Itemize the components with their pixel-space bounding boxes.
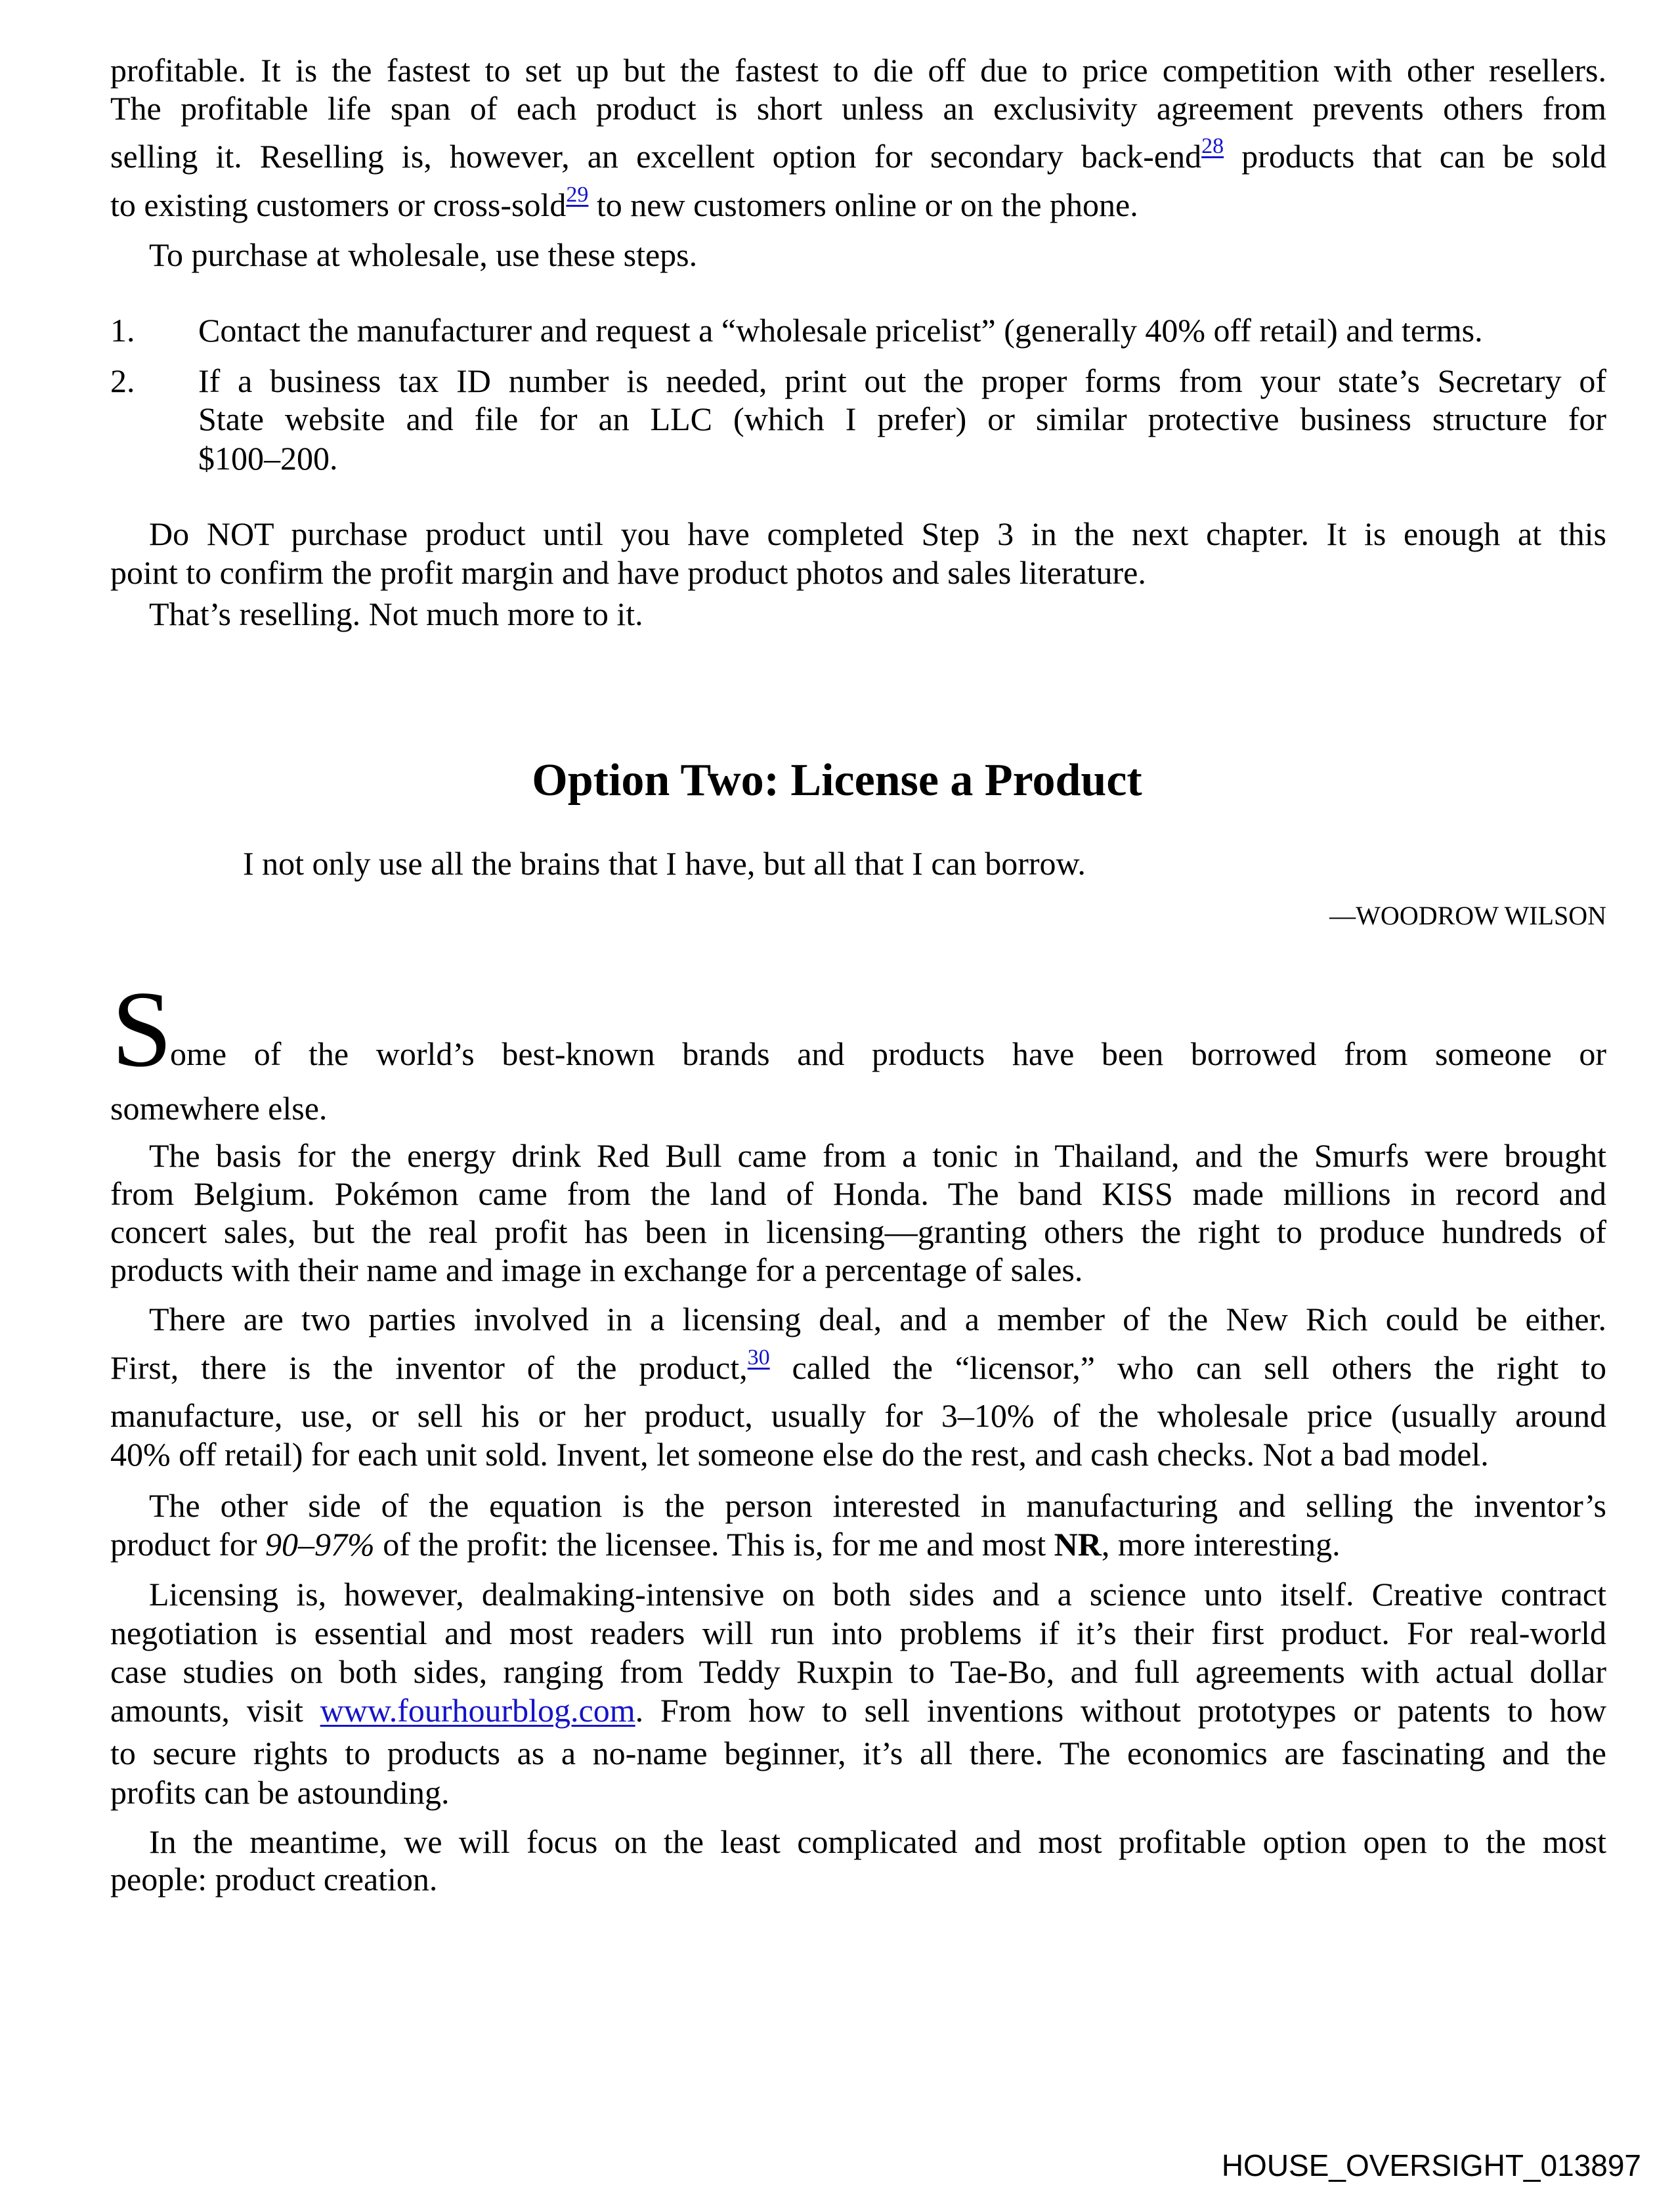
body-p1-line-1: ome of the world’s best-known brands and products have been borrowed from someone or [170,1035,1606,1072]
step-1-number: 1. [110,312,135,349]
body-p5-line-3: case studies on both sides, ranging from Teddy Ruxpin to Tae-Bo, and full agreements with actual dollar [110,1653,1606,1690]
section-heading: Option Two: License a Product [532,755,1142,806]
footnote-ref-29[interactable] [566,183,588,207]
intro-line-4-text: to existing customers or cross-sold [110,186,567,223]
body-p6-line-1: In the meantime, we will focus on the least complicated and most profitable option open to the most [149,1823,1606,1860]
drop-cap: S [112,968,173,1089]
body-p2-line-2: from Belgium. Pokémon came from the land of Honda. The band KISS made millions in record and [110,1175,1606,1212]
percentage-italic: 90–97% [265,1526,375,1563]
body-p3-line-3: manufacture, use, or sell his or her product, usually for 3–10% of the wholesale price (usually around [110,1397,1606,1434]
footnote-ref-30[interactable] [748,1345,770,1370]
step-2-line-2: State website and file for an LLC (which I prefer) or similar protective business structure for [198,401,1606,437]
fourhourblog-link[interactable]: www.fourhourblog.com [320,1692,635,1729]
body-p3-line-4: 40% off retail) for each unit sold. Invent, let someone else do the rest, and cash checks. Not a bad model. [110,1436,1489,1473]
body-p3-line-2 [110,1345,1606,1386]
epigraph-attribution: —WOODROW WILSON [1329,901,1606,930]
nr-abbreviation: NR [1054,1526,1102,1563]
body-p5-line-1: Licensing is, however, dealmaking-intensive on both sides and a science unto itself. Creative contract [149,1576,1606,1613]
warning-line-2: point to confirm the profit margin and have product photos and sales literature. [110,554,1146,591]
intro-line-3 [110,134,1606,175]
intro-line-3-text: selling it. Reselling is, however, an excellent option for secondary back-end [110,138,1202,175]
body-p5-line-4-pre: amounts, visit [110,1692,320,1729]
body-p1-line-2: somewhere else. [110,1090,328,1127]
body-p5-line-2: negotiation is essential and most readers will run into problems if it’s their first product. For real-world [110,1615,1606,1651]
step-2-line-3: $100–200. [198,440,338,477]
body-p4-line-2-mid: of the profit: the licensee. This is, for me and most [374,1526,1054,1563]
footnote-ref-28[interactable] [1201,134,1224,158]
body-p3-line-2-post: called the “licensor,” who can sell others the right to [769,1349,1606,1386]
steps-intro: To purchase at wholesale, use these steps. [149,236,698,273]
body-p5-line-5: to secure rights to products as a no-name beginner, it’s all there. The economics are fascinating and the [110,1735,1606,1771]
body-p4-line-2-post: , more interesting. [1101,1526,1341,1563]
body-p5-line-4-post: . From how to sell inventions without prototypes or patents to how [635,1692,1606,1729]
intro-line-4 [110,183,1138,223]
body-p4-line-2 [110,1528,1341,1561]
intro-line-4-tail: to new customers online or on the phone. [596,186,1138,223]
warning-line-1: Do NOT purchase product until you have completed Step 3 in the next chapter. It is enough at this [149,515,1606,552]
body-p2-line-3: concert sales, but the real profit has been in licensing—granting others the right to produce hundreds of [110,1213,1606,1250]
epigraph-quote: I not only use all the brains that I have, but all that I can borrow. [243,845,1086,882]
step-1-text: Contact the manufacturer and request a “wholesale pricelist” (generally 40% off retail) and terms. [198,312,1483,349]
body-p2-line-4: products with their name and image in exchange for a percentage of sales. [110,1251,1083,1288]
body-p3-line-1: There are two parties involved in a licensing deal, and a member of the New Rich could be either. [149,1301,1606,1337]
footnote-link-29[interactable]: 29 [566,183,589,207]
body-p6-line-2: people: product creation. [110,1861,438,1898]
step-2-number: 2. [110,362,135,399]
intro-line-1: profitable. It is the fastest to set up but the fastest to die off due to price competition with other resellers. [110,52,1606,89]
closing-line: That’s reselling. Not much more to it. [149,596,643,632]
body-p4-line-1: The other side of the equation is the person interested in manufacturing and selling the inventor’s [149,1487,1606,1524]
body-p2-line-1: The basis for the energy drink Red Bull came from a tonic in Thailand, and the Smurfs were brought [149,1137,1606,1174]
step-2-line-1: If a business tax ID number is needed, print out the proper forms from your state’s Secretary of [198,362,1606,399]
intro-line-2: The profitable life span of each product is short unless an exclusivity agreement prevents others from [110,90,1606,127]
footnote-link-28[interactable]: 28 [1201,134,1224,158]
body-p5-line-4 [110,1694,1606,1727]
body-p5-line-6: profits can be astounding. [110,1774,450,1811]
body-p3-line-2-pre: First, there is the inventor of the product, [110,1349,748,1386]
bates-stamp: HOUSE_OVERSIGHT_013897 [1221,2148,1641,2182]
intro-line-3-tail: products that can be sold [1241,138,1606,175]
body-p4-line-2-pre: product for [110,1526,266,1563]
footnote-link-30[interactable]: 30 [747,1345,770,1370]
